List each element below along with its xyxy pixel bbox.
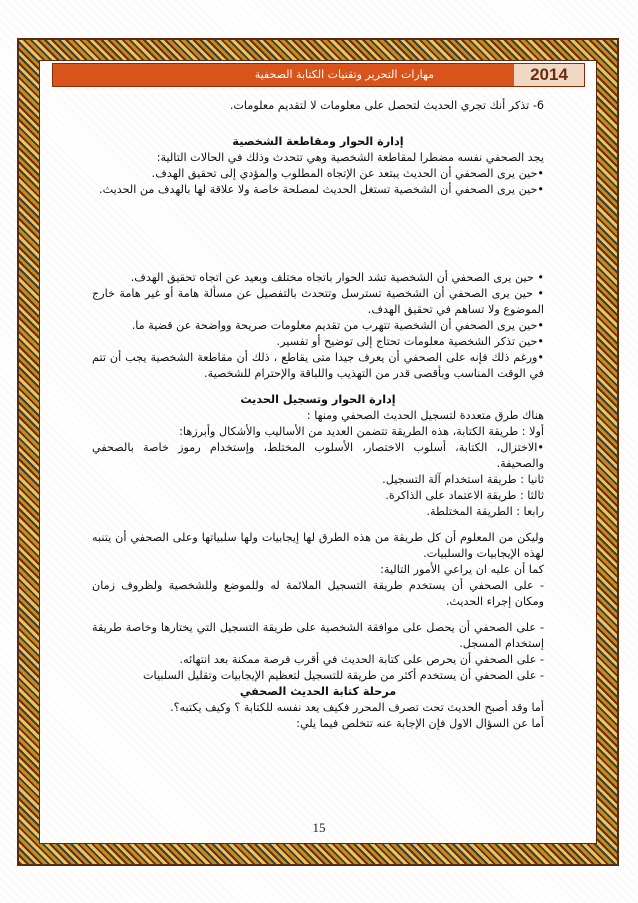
- intro-item: 6- تذكر أنك تجري الحديث لتحصل على معلومات لا لتقديم معلومات.: [229, 99, 544, 112]
- section4-heading: مرحلة كتابة الحديث الصحفي: [239, 685, 397, 698]
- closing-line: أما وقد أصبح الحديث تحت تصرف المحرر فكيف يعد نفسه للكتابة ؟ وكيف يكتبه؟.: [170, 701, 544, 714]
- section1-line: يجد الصحفي نفسه مضطرا لمقاطعة الشخصية وهي تتحدث وذلك في الحالات التالية:: [156, 151, 544, 164]
- section3-line: أولا : طريقة الكتابة، هذه الطريقة تتضمن العديد من الأساليب والأشكال وأبرزها:: [179, 425, 544, 438]
- section3-heading: إدارة الحوار وتسجيل الحديث: [240, 393, 396, 406]
- section3-line: ثالثا : طريقة الاعتماد على الذاكرة.: [385, 489, 544, 502]
- section1-line: •حين يرى الصحفي أن الحديث يبتعد عن الإتجاه المطلوب والمؤدي إلى تحقيق الهدف.: [151, 167, 544, 180]
- page-number: 15: [312, 820, 326, 835]
- section2-line: • حين يرى الصحفي أن الشخصية تشد الحوار باتجاه مختلف وبعيد عن اتجاه تحقيق الهدف.: [130, 271, 544, 284]
- section2-line: •ورغم ذلك فإنه على الصحفي أن يعرف جيدا متى يقاطع ، ذلك أن مقاطعة الشخصية يجب أن تتم في الوقت المناسب وبأقصى قدر من التهذيب واللباقة والإحترام للشخصية.: [92, 351, 544, 380]
- section4-line: - على الصحفي أن يحصل على موافقة الشخصية على طريقة التسجيل التي يختارها وخاصة طريقة إستخدام المسجل.: [92, 621, 544, 650]
- section3-paragraph: - على الصحفي أن يستخدم طريقة التسجيل الملائمة له وللموضع وللشخصية ولظروف زمان ومكان إجراء الحديث.: [92, 579, 544, 608]
- section3-paragraph: كما أن عليه ان يراعي الأمور التالية:: [380, 563, 544, 576]
- section4-line: - على الصحفي أن يحرص على كتابة الحديث في أقرب فرصة ممكنة بعد انتهائه.: [179, 653, 544, 666]
- header-year: 2014: [514, 64, 584, 86]
- section2-line: •حين تذكر الشخصية معلومات تحتاج إلى توضيح أو تفسير.: [276, 335, 544, 348]
- section2-line: •حين يرى الصحفي أن الشخصية تتهرب من تقديم معلومات صريحة وواضحة عن قضية ما.: [131, 319, 544, 332]
- section2-line: • حين يرى الصحفي أن الشخصية تسترسل وتتحدث بالتفصيل عن مسألة هامة أو غير هامة خارج الموضوع ولا تساهم في تحقيق الهدف.: [92, 287, 544, 316]
- document-body: [92, 98, 544, 732]
- section4-line: - على الصحفي أن يستخدم أكثر من طريقة للتسجيل لتعظيم الإيجابيات وتقليل السلبيات: [143, 669, 544, 682]
- section1-line: •حين يرى الصحفي أن الشخصية تستغل الحديث لمصلحة خاصة ولا علاقة لها بالهدف من الحديث.: [99, 183, 544, 196]
- section3-line: •الاختزال، الكتابة، أسلوب الاختصار، الأسلوب المختلط، وإستخدام رموز خاصة بالصحفي والصحيفة.: [92, 441, 544, 470]
- section3-paragraph: وليكن من المعلوم أن كل طريقة من هذه الطرق لها إيجابيات ولها سلبياتها وعلى الصحفي أن يتنبه لهذه الإيجابيات والسلبيات.: [92, 531, 544, 560]
- header-title: مهارات التحرير وتقنيات الكتابة الصحفية: [254, 68, 434, 81]
- page-header-bar: [52, 63, 585, 87]
- closing-line: أما عن السؤال الاول فإن الإجابة عنه تتخلص فيما يلي:: [296, 717, 544, 730]
- section3-line: هناك طرق متعددة لتسجيل الحديث الصحفي ومنها :: [306, 409, 544, 422]
- section3-line: ثانيا : طريقة استخدام آلة التسجيل.: [382, 473, 544, 486]
- section1-heading: إدارة الحوار ومقاطعة الشخصية: [232, 135, 404, 148]
- section3-line: رابعا : الطريقة المختلطة.: [426, 505, 544, 518]
